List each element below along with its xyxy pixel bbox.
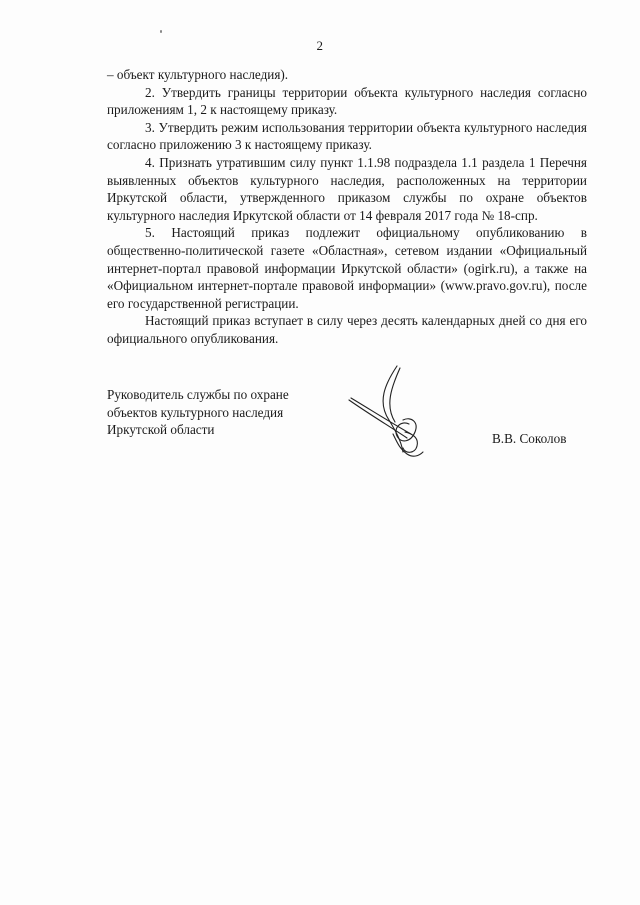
paragraph-item-3: 3. Утвердить режим использования территории объекта культурного наследия согласно приложению 3 к настоящему приказу.	[107, 119, 587, 153]
paragraph-item-4: 4. Признать утратившим силу пункт 1.1.98 подраздела 1.1 раздела 1 Перечня выявленных объектов культурного наследия, расположенных на территории Иркутской области, утвержденного приказом службы по охране объектов культурного наследия Иркутской области от 14 февраля 2017 года № 18-спр.	[107, 154, 587, 223]
paragraph-effective-date: Настоящий приказ вступает в силу через десять календарных дней со дня его официального опубликования.	[107, 313, 587, 346]
paragraph-item-2: 2. Утвердить границы территории объекта культурного наследия согласно приложениям 1, 2 к настоящему приказу.	[107, 84, 587, 118]
scan-artifact	[160, 30, 162, 33]
paragraph-continuation: – объект культурного наследия).	[107, 67, 289, 82]
paragraph-item-5: 5. Настоящий приказ подлежит официальному опубликованию в общественно-политической газете «Областная», сетевом издании «Официальный интернет-портал правовой информации Иркутской области» (ogirk.ru), а также на «Официальном интернет-портале правовой информации» (www.pravo.gov.ru), после его государственной регистрации.	[107, 225, 587, 311]
document-body	[107, 66, 587, 348]
signatory-position-line: Иркутской области	[107, 422, 215, 438]
handwritten-signature	[345, 362, 435, 462]
signatory-name: В.В. Соколов	[492, 431, 567, 446]
page-number: 2	[316, 38, 324, 53]
signatory-position-line: Руководитель службы по охране	[107, 387, 289, 402]
signatory-position	[107, 386, 289, 439]
signatory-position-line: объектов культурного наследия	[107, 404, 284, 420]
